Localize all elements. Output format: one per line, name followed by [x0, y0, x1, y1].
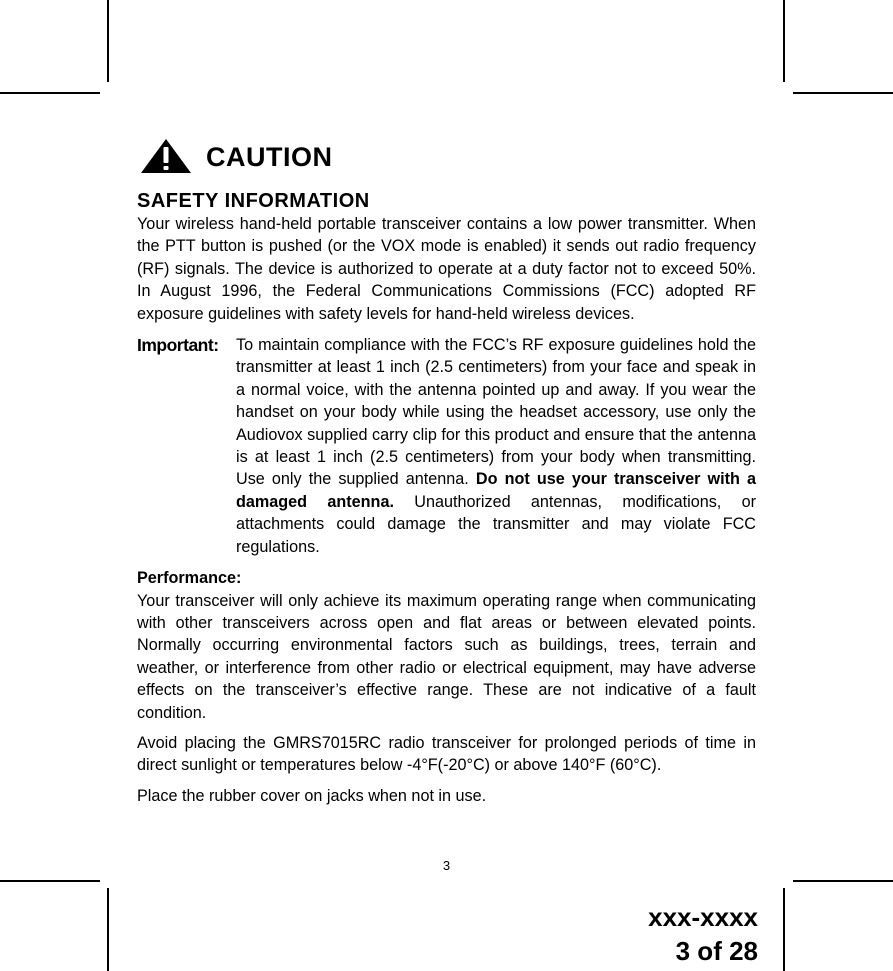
important-paragraph [236, 334, 756, 558]
crop-mark-bottom-right-horizontal [793, 880, 893, 882]
crop-mark-bottom-right-vertical [783, 888, 785, 971]
crop-mark-bottom-left-horizontal [0, 880, 100, 882]
crop-mark-top-left-horizontal [0, 92, 100, 94]
avoid-paragraph: Avoid placing the GMRS7015RC radio transceiver for prolonged periods of time in direct sunlight or temperatures below -4°F(-20°C) or above 140°F (60°C). [137, 733, 756, 775]
important-note [137, 334, 756, 558]
important-bold-warning: Do not use your transceiver with a damaged antenna. [236, 470, 757, 511]
performance-paragraph: Your transceiver will only achieve its maximum operating range when communicating with other transceivers across open and flat areas or between elevated points. Normally occurring environmental factors such as buildings, trees, terrain and weather, or interference from other radio or electrical equipment, may have adverse effects on the transceiver’s effective range. These are not indicative of a fault condition. [137, 591, 756, 722]
crop-mark-top-right-vertical [783, 0, 785, 82]
safety-heading: SAFETY INFORMATION [137, 190, 370, 212]
document-body [137, 189, 756, 807]
crop-mark-top-right-horizontal [793, 92, 893, 94]
document-id: xxx-xxxx [648, 902, 758, 932]
safety-paragraph: Your wireless hand-held portable transceiver contains a low power transmitter. When the PTT button is pushed (or the VOX mode is enabled) it sends out radio frequency (RF) signals. The device is authorized to operate at a duty factor not to exceed 50%. In August 1996, the Federal Communications Commissions (FCC) adopted RF exposure guidelines with safety levels for hand-held wireless devices. [137, 215, 756, 323]
crop-mark-bottom-left-vertical [107, 888, 109, 971]
important-text-after: Unauthorized antennas, modifications, or attachments could damage the transmitter and may violate FCC regulations. [236, 492, 757, 556]
crop-mark-top-left-vertical [107, 0, 109, 82]
performance-label: Performance: [137, 569, 242, 588]
important-text: To maintain compliance with the FCC’s RF exposure guidelines hold the transmitter at least 1 inch (2.5 centimeters) from your face and speak in a normal voice, with the antenna pointed up and away. If you wear the handset on your body while using the headset accessory, use only the Audiovox supplied carry clip for this product and ensure that the antenna is at least 1 inch (2.5 centimeters) from your body when transmitting. Use only the supplied antenna. [236, 336, 756, 489]
page-count: 3 of 28 [675, 936, 758, 966]
document-id-block [648, 900, 758, 968]
page-number: 3 [442, 858, 451, 873]
caution-title: CAUTION [206, 142, 333, 172]
rubber-cover-paragraph: Place the rubber cover on jacks when not in use. [137, 786, 487, 805]
warning-triangle-icon [140, 138, 192, 174]
important-label: Important: [137, 335, 219, 356]
